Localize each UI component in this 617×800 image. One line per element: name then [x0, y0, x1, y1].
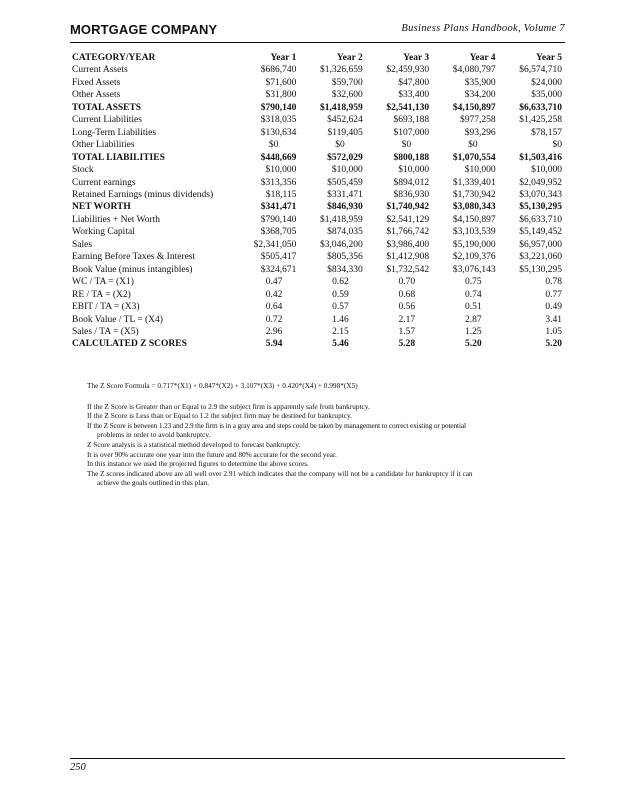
table-cell: $1,070,554: [452, 152, 496, 163]
table-cell: $6,633,710: [519, 102, 562, 113]
table-cell: $834,330: [327, 264, 363, 275]
table-row-total: [72, 152, 562, 164]
table-cell: $800,188: [393, 152, 430, 163]
table-row-total: [72, 201, 562, 213]
table-cell: $24,000: [531, 77, 562, 88]
row-label: Book Value (minus intangibles): [72, 264, 193, 275]
table-cell: $977,258: [459, 115, 496, 126]
table-cell: $34,200: [464, 90, 496, 101]
table-row-ratio: [72, 301, 562, 313]
table-cell: 0.70: [398, 277, 416, 288]
table-cell: $2,049,952: [519, 177, 562, 188]
table-row: [72, 239, 562, 251]
table-cell: $31,800: [265, 90, 297, 101]
table-cell: 0.75: [464, 277, 482, 288]
table-cell: 2.96: [265, 326, 283, 337]
page-number: 250: [70, 762, 86, 773]
table-cell: 2.15: [332, 326, 349, 337]
table-cell: $10,000: [531, 165, 562, 176]
row-label: Fixed Assets: [72, 77, 121, 88]
row-label: Earning Before Taxes & Interest: [72, 252, 196, 263]
table-cell: $505,417: [260, 252, 297, 263]
table-row: [72, 77, 562, 89]
table-cell: 0.56: [398, 302, 416, 313]
table-cell: 0.47: [265, 277, 283, 288]
table-cell: $0: [401, 140, 412, 151]
table-row: [72, 214, 562, 226]
table-cell: $33,400: [398, 90, 430, 101]
table-cell: 0.72: [265, 314, 283, 325]
table-cell: $3,046,200: [320, 239, 363, 250]
table-cell: $1,503,416: [519, 152, 562, 163]
table-cell: $2,541,130: [386, 102, 430, 113]
note-paragraph: problems in order to avoid bankruptcy.: [97, 430, 211, 440]
table-cell: $5,130,295: [519, 264, 562, 275]
table-cell: $71,600: [265, 77, 297, 88]
table-cell: $0: [268, 140, 279, 151]
table-cell: $10,000: [398, 165, 430, 176]
row-label: RE / TA = (X2): [72, 289, 131, 300]
row-label: NET WORTH: [72, 202, 131, 213]
table-cell: $5,149,452: [519, 227, 562, 238]
note-paragraph: If the Z Score is between 1.23 and 2.9 the firm is in a gray area and steps could be taken by management to correct existing or potential: [87, 420, 466, 430]
table-cell: $846,930: [327, 202, 363, 213]
row-label: Current earnings: [72, 177, 136, 188]
table-cell: $35,000: [531, 90, 562, 101]
row-label: Retained Earnings (minus dividends): [72, 189, 214, 200]
table-cell: $790,140: [260, 102, 297, 113]
table-cell: $119,405: [327, 127, 363, 138]
table-cell: 3.41: [545, 314, 562, 325]
table-cell: $3,080,343: [452, 202, 496, 213]
table-cell: 0.68: [398, 289, 416, 300]
table-cell: $572,029: [327, 152, 363, 163]
table-cell: 0.64: [265, 302, 283, 313]
table-row-total: [72, 102, 562, 114]
row-label: Other Assets: [72, 90, 121, 101]
table-cell: $3,076,143: [452, 264, 496, 275]
table-cell: $1,418,959: [320, 102, 363, 113]
note-paragraph: In this instance we used the projected figures to determine the above scores.: [87, 459, 309, 469]
column-header: Year 2: [336, 53, 363, 63]
table-cell: 2.17: [398, 314, 416, 325]
table-cell: $130,634: [260, 127, 297, 138]
notes-section: [87, 381, 565, 488]
page-header: [70, 21, 565, 39]
table-cell: 0.51: [464, 302, 482, 313]
table-cell: $3,103,539: [452, 227, 496, 238]
table-cell: $894,012: [393, 177, 430, 188]
table-cell: 0.62: [332, 277, 349, 288]
table-cell: $0: [335, 140, 345, 151]
table-cell: $836,930: [393, 189, 430, 200]
table-cell: 0.42: [265, 289, 283, 300]
table-cell: $1,326,659: [320, 65, 363, 76]
table-cell: $5,190,000: [452, 239, 496, 250]
table-cell: $3,221,060: [519, 252, 562, 263]
table-cell: $35,900: [464, 77, 496, 88]
table-row: [72, 264, 562, 276]
table-cell: $78,157: [531, 127, 562, 138]
table-cell: $331,471: [327, 189, 363, 200]
table-cell: $0: [552, 140, 562, 151]
table-cell: 5.94: [265, 339, 283, 350]
table-cell: 5.28: [398, 339, 416, 350]
table-cell: $686,740: [260, 65, 297, 76]
table-row: [72, 164, 562, 176]
note-paragraph: achieve the goals outlined in this plan.: [97, 478, 210, 488]
row-label: Long-Term Liabilities: [72, 127, 157, 138]
table-cell: $1,766,742: [386, 227, 430, 238]
column-header: Year 4: [469, 53, 496, 63]
table-cell: $1,425,258: [519, 115, 562, 126]
table-cell: $93,296: [464, 127, 496, 138]
table-cell: $341,471: [260, 202, 297, 213]
row-label: Working Capital: [72, 227, 135, 238]
table-row-ratio: [72, 289, 562, 301]
table-cell: 0.49: [545, 302, 562, 313]
row-label: EBIT / TA = (X3): [72, 302, 140, 313]
company-name: MORTGAGE COMPANY: [70, 22, 218, 37]
row-label: CALCULATED Z SCORES: [72, 339, 187, 350]
table-cell: $2,109,376: [452, 252, 496, 263]
table-cell: $10,000: [331, 165, 363, 176]
note-paragraph: Z Score analysis is a statistical method developed to forecast bankruptcy.: [87, 439, 301, 449]
z-score-formula: The Z Score Formula = 0.717*(X1) + 0.847*(X2) + 3.107*(X3) + 0.420*(X4) + 0.998*(X5): [87, 381, 358, 390]
table-cell: 0.59: [332, 289, 349, 300]
table-row: [72, 89, 562, 101]
row-label: Current Assets: [72, 65, 128, 76]
table-cell: $0: [468, 140, 478, 151]
row-label: Sales / TA = (X5): [72, 326, 139, 337]
table-cell: 0.77: [545, 289, 562, 300]
table-row-ratio: [72, 314, 562, 326]
table-cell: $1,732,542: [386, 264, 430, 275]
table-cell: 1.05: [545, 326, 562, 337]
financial-table: [72, 52, 562, 351]
row-label: Current Liabilities: [72, 115, 142, 126]
table-cell: $47,800: [398, 77, 430, 88]
table-cell: 0.57: [332, 302, 349, 313]
table-cell: $10,000: [265, 165, 297, 176]
note-paragraph: It is over 90% accurate one year into the future and 80% accurate for the second year.: [87, 449, 337, 459]
table-cell: $5,130,295: [519, 202, 562, 213]
table-cell: 5.20: [545, 339, 562, 350]
table-cell: $505,459: [327, 177, 363, 188]
table-cell: $790,140: [260, 214, 297, 225]
table-row-zscore: [72, 338, 562, 350]
table-row-ratio: [72, 326, 562, 338]
row-label: Stock: [72, 165, 94, 176]
table-row: [72, 139, 562, 151]
table-cell: $368,705: [260, 227, 297, 238]
table-cell: $1,740,942: [386, 202, 430, 213]
table-cell: $59,700: [331, 77, 363, 88]
table-row: [72, 64, 562, 76]
table-cell: $324,671: [260, 264, 297, 275]
book-title: Business Plans Handbook, Volume 7: [401, 23, 565, 34]
note-paragraph: The Z scores indicated above are all well over 2.91 which indicates that the company will not be a candidate for bankruptcy if it can: [87, 468, 473, 478]
table-cell: 0.78: [545, 277, 562, 288]
table-row: [72, 226, 562, 238]
table-cell: $805,356: [327, 252, 363, 263]
table-cell: 5.46: [332, 339, 349, 350]
row-label: TOTAL LIABILITIES: [72, 152, 165, 163]
column-header: Year 1: [270, 53, 297, 63]
row-label: Other Liabilities: [72, 140, 135, 151]
table-cell: $107,000: [393, 127, 430, 138]
table-cell: 5.20: [464, 339, 482, 350]
column-header: Year 5: [536, 53, 562, 63]
row-label: Liabilities + Net Worth: [72, 214, 161, 225]
table-cell: 2.87: [464, 314, 482, 325]
note-paragraph: If the Z Score is Greater than or Equal to 2.9 the subject firm is apparently safe from bankruptcy.: [87, 401, 370, 411]
table-row: [72, 127, 562, 139]
table-cell: $452,624: [327, 115, 363, 126]
table-row-ratio: [72, 276, 562, 288]
table-cell: $4,150,897: [452, 214, 496, 225]
table-cell: 1.25: [464, 326, 482, 337]
table-cell: $32,600: [331, 90, 363, 101]
row-label: TOTAL ASSETS: [72, 102, 142, 113]
table-cell: $10,000: [464, 165, 496, 176]
footer-rule: [70, 758, 565, 759]
table-cell: $874,035: [327, 227, 363, 238]
table-cell: $1,730,942: [452, 189, 496, 200]
table-cell: $1,339,401: [452, 177, 496, 188]
table-cell: $4,080,797: [452, 65, 496, 76]
table-cell: $313,356: [260, 177, 297, 188]
table-cell: $6,633,710: [519, 214, 562, 225]
table-header-row: [72, 52, 562, 64]
table-row: [72, 189, 562, 201]
header-rule: [70, 42, 565, 43]
table-cell: $6,574,710: [519, 65, 562, 76]
table-cell: 1.57: [398, 326, 416, 337]
table-cell: $2,541,129: [386, 214, 430, 225]
table-cell: 1.46: [332, 314, 349, 325]
table-cell: $6,957,000: [519, 239, 562, 250]
table-cell: 0.74: [464, 289, 482, 300]
row-label: WC / TA = (X1): [72, 277, 134, 288]
table-cell: $3,070,343: [519, 189, 562, 200]
table-cell: $18,115: [265, 189, 297, 200]
table-cell: $318,035: [260, 115, 297, 126]
column-header: Year 3: [403, 53, 430, 63]
table-cell: $4,150,897: [452, 102, 496, 113]
column-header: CATEGORY/YEAR: [72, 53, 156, 63]
row-label: Sales: [72, 239, 93, 250]
row-label: Book Value / TL = (X4): [72, 314, 163, 325]
table-cell: $2,341,050: [253, 239, 297, 250]
table-row: [72, 251, 562, 263]
table-cell: $3,986,400: [386, 239, 430, 250]
table-cell: $1,412,908: [386, 252, 430, 263]
table-row: [72, 177, 562, 189]
table-row: [72, 114, 562, 126]
table-cell: $448,669: [260, 152, 297, 163]
table-cell: $2,459,930: [386, 65, 430, 76]
table-cell: $693,188: [393, 115, 430, 126]
note-paragraph: If the Z Score is Less than or Equal to 1.2 the subject firm may be destined for bankruptcy.: [87, 411, 352, 421]
table-cell: $1,418,959: [320, 214, 363, 225]
